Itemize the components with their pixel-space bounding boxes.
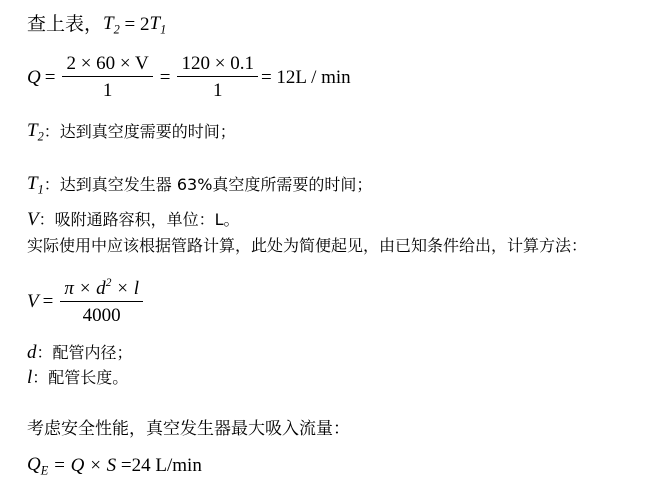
v-definition xyxy=(27,210,240,229)
equals-sign: = xyxy=(159,66,171,88)
t1-symbol: $T_1$ xyxy=(149,13,167,37)
d-symbol: d xyxy=(27,342,37,363)
flow-result: = 12L / min xyxy=(260,66,351,88)
final-result: =24 L/min xyxy=(116,455,202,477)
volume-denominator: 4000 xyxy=(82,304,121,326)
l-definition xyxy=(27,368,128,387)
v-description: ：吸附通路容积，单位：L。 xyxy=(38,209,240,229)
volume-equation xyxy=(27,278,146,325)
t1-definition xyxy=(27,174,372,196)
lookup-text: 查上表， xyxy=(27,13,104,36)
v-symbol: V xyxy=(27,209,39,230)
t2-symbol: $T_2$ xyxy=(27,120,44,144)
equals-sign: = xyxy=(44,66,56,88)
equals-sign: = xyxy=(42,290,54,312)
fraction-2-denominator: 1 xyxy=(212,80,223,101)
q-times-s: = Q × S xyxy=(48,455,117,477)
fraction-2 xyxy=(177,54,257,100)
v-symbol: V xyxy=(27,290,39,312)
fraction-1 xyxy=(62,54,152,100)
volume-fraction xyxy=(60,278,143,325)
final-equation xyxy=(27,455,202,477)
d-description: ：配管内径； xyxy=(36,342,133,362)
volume-numerator: $\pi \times d^2 \times l$ xyxy=(60,278,143,302)
l-symbol: l xyxy=(27,367,33,388)
t2-description: ：达到真空度需要的时间； xyxy=(43,121,236,141)
fraction-2-numerator: 120 × 0.1 xyxy=(177,54,257,77)
t1-description: ：达到真空发生器 63%真空度所需要的时间； xyxy=(43,174,373,194)
t2-definition xyxy=(27,121,236,143)
d-definition xyxy=(27,343,133,362)
equals-two: = 2 xyxy=(119,14,150,36)
calc-note: 实际使用中应该根据管路计算，此处为简便起见，由已知条件给出，计算方法： xyxy=(27,236,588,255)
qe-symbol: $Q_E$ xyxy=(27,454,49,478)
q-symbol: Q xyxy=(27,66,41,88)
header-line xyxy=(27,14,166,36)
fraction-1-numerator: 2 × 60 × V xyxy=(62,54,152,77)
safety-note: 考虑安全性能，真空发生器最大吸入流量： xyxy=(27,419,350,439)
l-description: ：配管长度。 xyxy=(32,367,129,387)
t2-symbol: $T_2$ xyxy=(103,13,120,37)
flow-equation xyxy=(27,54,351,100)
t1-symbol: $T_1$ xyxy=(27,173,44,197)
fraction-1-denominator: 1 xyxy=(102,80,113,101)
